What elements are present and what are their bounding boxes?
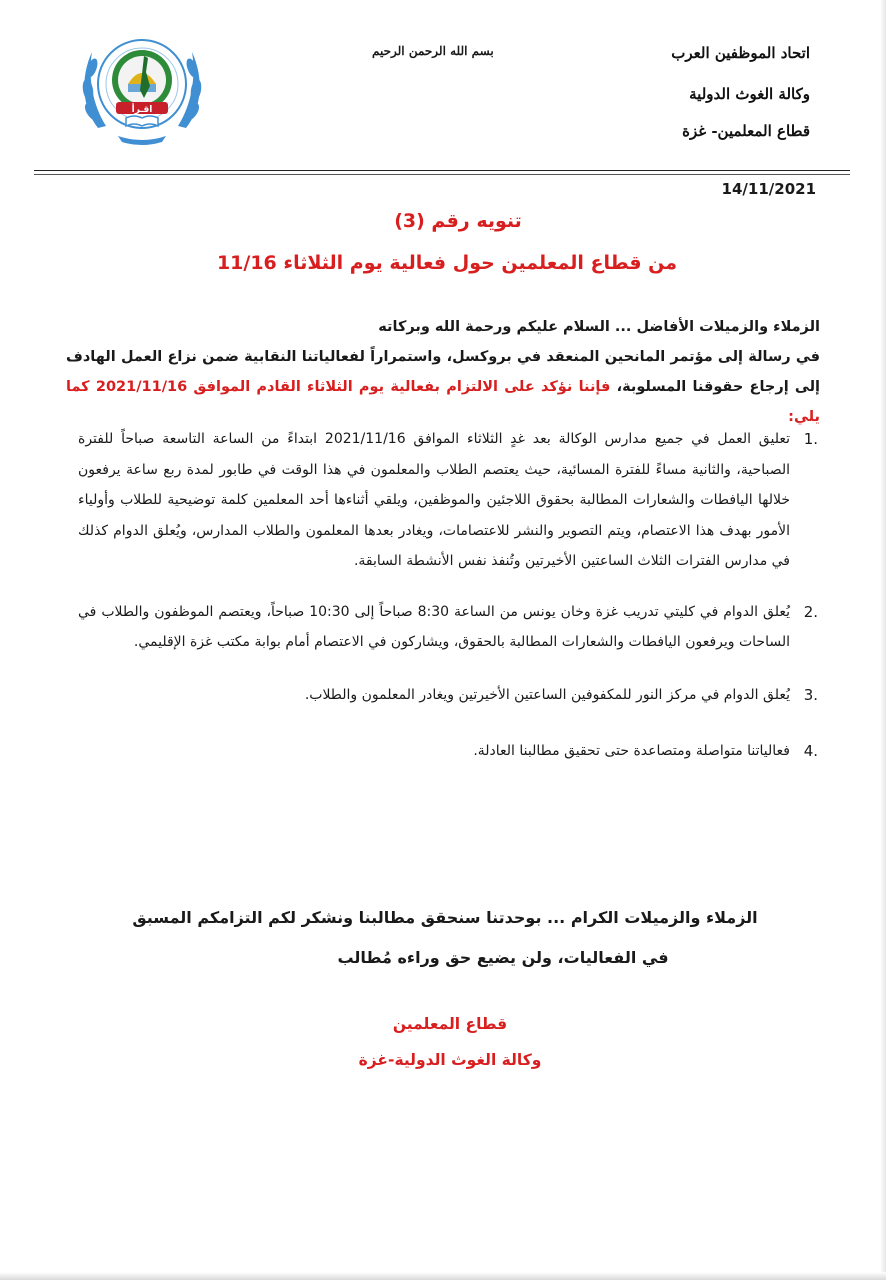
basmala: بسم الله الرحمن الرحيم: [372, 44, 494, 58]
document-date: 14/11/2021: [721, 180, 816, 198]
list-item-text: يُعلق الدوام في كليتي تدريب غزة وخان يونس من الساعة 8:30 صباحاً إلى 10:30 صباحاً، ويعتصم الموظفون والطلاب في الساحات ويرفعون اليافطات والشعارات المطالبة بالحقوق، ويشاركون في الاعتصام أمام بوابة مكتب غزة الإقليمي.: [78, 603, 790, 650]
intro-text: في رسالة إلى مؤتمر المانحين المنعقد في بروكسل، واستمراراً لفعالياتنا النقابية ضمن نزاع العمل الهادف إلى إرجاع حقوقنا المسلوبة،: [66, 349, 821, 395]
greeting: الزملاء والزميلات الأفاضل ... السلام عليكم ورحمة الله وبركاته: [378, 319, 820, 335]
list-item-number: 2.: [803, 602, 818, 621]
list-item: [78, 597, 818, 658]
header-divider: [34, 170, 850, 171]
org-line-agency: وكالة الغوث الدولية: [689, 85, 810, 103]
notice-title: تنويه رقم (3): [394, 210, 522, 232]
logo-text: اقـرأ: [131, 105, 153, 115]
closing-line-1: الزملاء والزميلات الكرام ... بوحدتنا سنحقق مطالبنا ونشكر لكم التزامكم المسبق: [132, 908, 758, 927]
intro-paragraph: [66, 342, 820, 432]
list-item-text: يُعلق الدوام في مركز النور للمكفوفين الساعتين الأخيرتين ويغادر المعلمون والطلاب.: [304, 686, 790, 703]
book-icon: [126, 116, 158, 126]
list-item-number: 4.: [803, 742, 818, 760]
closing-block: [0, 898, 886, 978]
header-divider-thin: [34, 174, 850, 175]
activities-list: [78, 424, 818, 767]
intro-block: [66, 312, 820, 432]
page-bottom-shadow: [0, 1272, 886, 1280]
list-item: [78, 680, 818, 711]
closing-line-2: في الفعاليات، ولن يضيع حق وراءه مُطالب: [337, 948, 669, 967]
list-item: [78, 736, 818, 767]
notice-subtitle: من قطاع المعلمين حول فعالية يوم الثلاثاء 11/16: [216, 252, 678, 274]
signature-agency: وكالة الغوث الدولية-غزة: [358, 1051, 542, 1069]
list-item-number: 3.: [803, 685, 818, 704]
org-line-union: اتحاد الموظفين العرب: [671, 44, 810, 62]
union-logo: [78, 28, 206, 146]
signature-block: [0, 1006, 886, 1078]
list-item-text: تعليق العمل في جميع مدارس الوكالة بعد غدٍ الثلاثاء الموافق 2021/11/16 ابتداءً من الساعة التاسعة صباحاً للفترة الصباحية، والثانية مساءً للفترة المسائية، حيث يعتصم الطلاب والمعلمون في هذا الوقت في طابور لمدة ربع ساعة يرفعون خلالها اليافطات والشعارات المطالبة بحقوق اللاجئين والموظفين، ويلقي أثناءها أحد المعلمين كلمة توضيحية للطلاب وأولياء الأمور بهدف هذا الاعتصام، ويتم التصوير والنشر للاعتصامات، ويغادر بعدها المعلمون والطلاب المدارس، ويُعلق الدوام كذلك في مدارس الفترات الثلاث الساعتين الأخيرتين وتُنفذ نفس الأنشطة السابقة.: [78, 431, 790, 569]
signature-sector: قطاع المعلمين: [392, 1015, 508, 1033]
list-item-text: فعالياتنا متواصلة ومتصاعدة حتى تحقيق مطالبنا العادلة.: [473, 743, 790, 759]
page-edge-shadow: [880, 0, 886, 1280]
list-item: [78, 424, 818, 577]
org-line-sector: قطاع المعلمين- غزة: [682, 122, 810, 140]
intro-emphasis: فإننا نؤكد على الالتزام بفعالية يوم الثلاثاء القادم الموافق 2021/11/16 كما يلي:: [66, 379, 820, 425]
list-item-number: 1.: [803, 430, 818, 448]
